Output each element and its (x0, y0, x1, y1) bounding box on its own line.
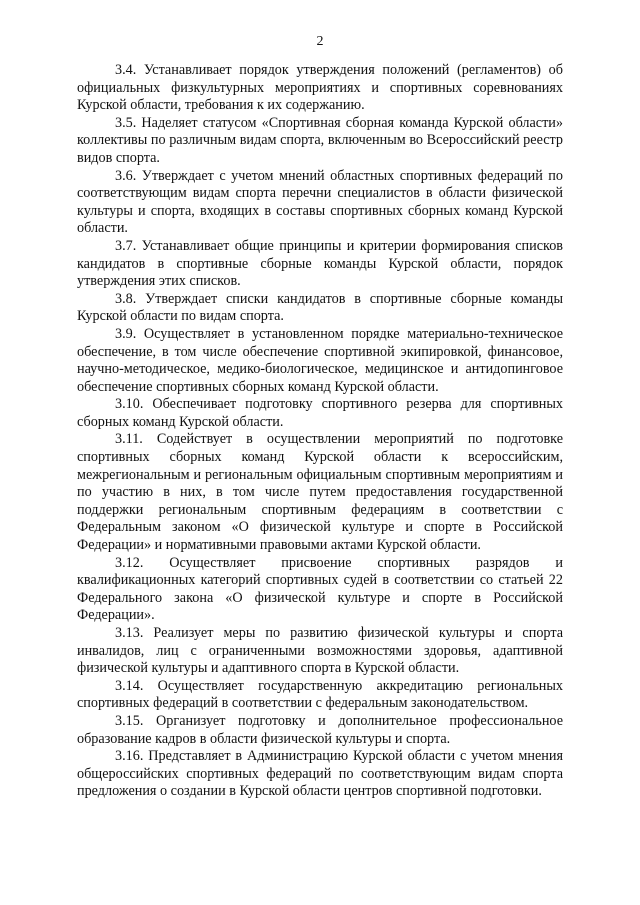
paragraph-3-4: 3.4. Устанавливает порядок утверждения положений (регламентов) об официальных физкультурных мероприятиях и спортивных соревнованиях Курской области, требования к их содержанию. (77, 62, 563, 114)
paragraph-3-8: 3.8. Утверждает списки кандидатов в спортивные сборные команды Курской области по видам спорта. (77, 290, 563, 325)
page-number: 2 (316, 34, 324, 49)
paragraph-3-10: 3.10. Обеспечивает подготовку спортивного резерва для спортивных сборных команд Курской области. (77, 396, 563, 430)
paragraph-3-11: 3.11. Содействует в осуществлении мероприятий по подготовке спортивных сборных команд Курской области к всероссийским, межрегиональным и региональным официальным спортивным мероприятиям и по участию в них, в том числе путем предоставления государственной поддержки региональным спортивным федерациям в соответствии с Федеральным законом «О физической культуре и спорте в Российской Федерации» и нормативными правовыми актами Курской области. (77, 431, 563, 554)
paragraph-3-16: 3.16. Представляет в Администрацию Курской области с учетом мнения общероссийских спортивных федераций по соответствующим видам спорта предложения о создании в Курской области центров спортивной подготовки. (77, 748, 563, 800)
paragraph-3-12: 3.12. Осуществляет присвоение спортивных разрядов и квалификационных категорий спортивных судей в соответствии со статьей 22 Федерального закона «О физической культуре и спорте в Российской Федерации». (77, 554, 563, 624)
paragraph-3-9: 3.9. Осуществляет в установленном порядке материально-техническое обеспечение, в том числе обеспечение спортивной экипировкой, финансовое, научно-методическое, медико-биологическое, медицинское и антидопинговое обеспечение спортивных сборных команд Курской области. (77, 325, 563, 395)
paragraph-3-7: 3.7. Устанавливает общие принципы и критерии формирования списков кандидатов в спортивные сборные команды Курской области, порядок утверждения этих списков. (77, 237, 563, 290)
paragraph-3-13: 3.13. Реализует меры по развитию физической культуры и спорта инвалидов, лиц с ограниченными возможностями здоровья, адаптивной физической культуры и адаптивного спорта в Курской области. (77, 625, 563, 677)
paragraph-3-14: 3.14. Осуществляет государственную аккредитацию региональных спортивных федераций в соответствии с федеральным законодательством. (77, 677, 563, 712)
document-body (77, 62, 563, 801)
paragraph-3-15: 3.15. Организует подготовку и дополнительное профессиональное образование кадров в области физической культуры и спорта. (77, 712, 563, 747)
paragraph-3-6: 3.6. Утверждает с учетом мнений областных спортивных федераций по соответствующим видам спорта перечни специалистов в области физической культуры и спорта, входящих в составы спортивных сборных команд Курской области. (77, 167, 563, 237)
paragraph-3-5: 3.5. Наделяет статусом «Спортивная сборная команда Курской области» коллективы по различным видам спорта, включенным во Всероссийский реестр видов спорта. (77, 114, 563, 166)
